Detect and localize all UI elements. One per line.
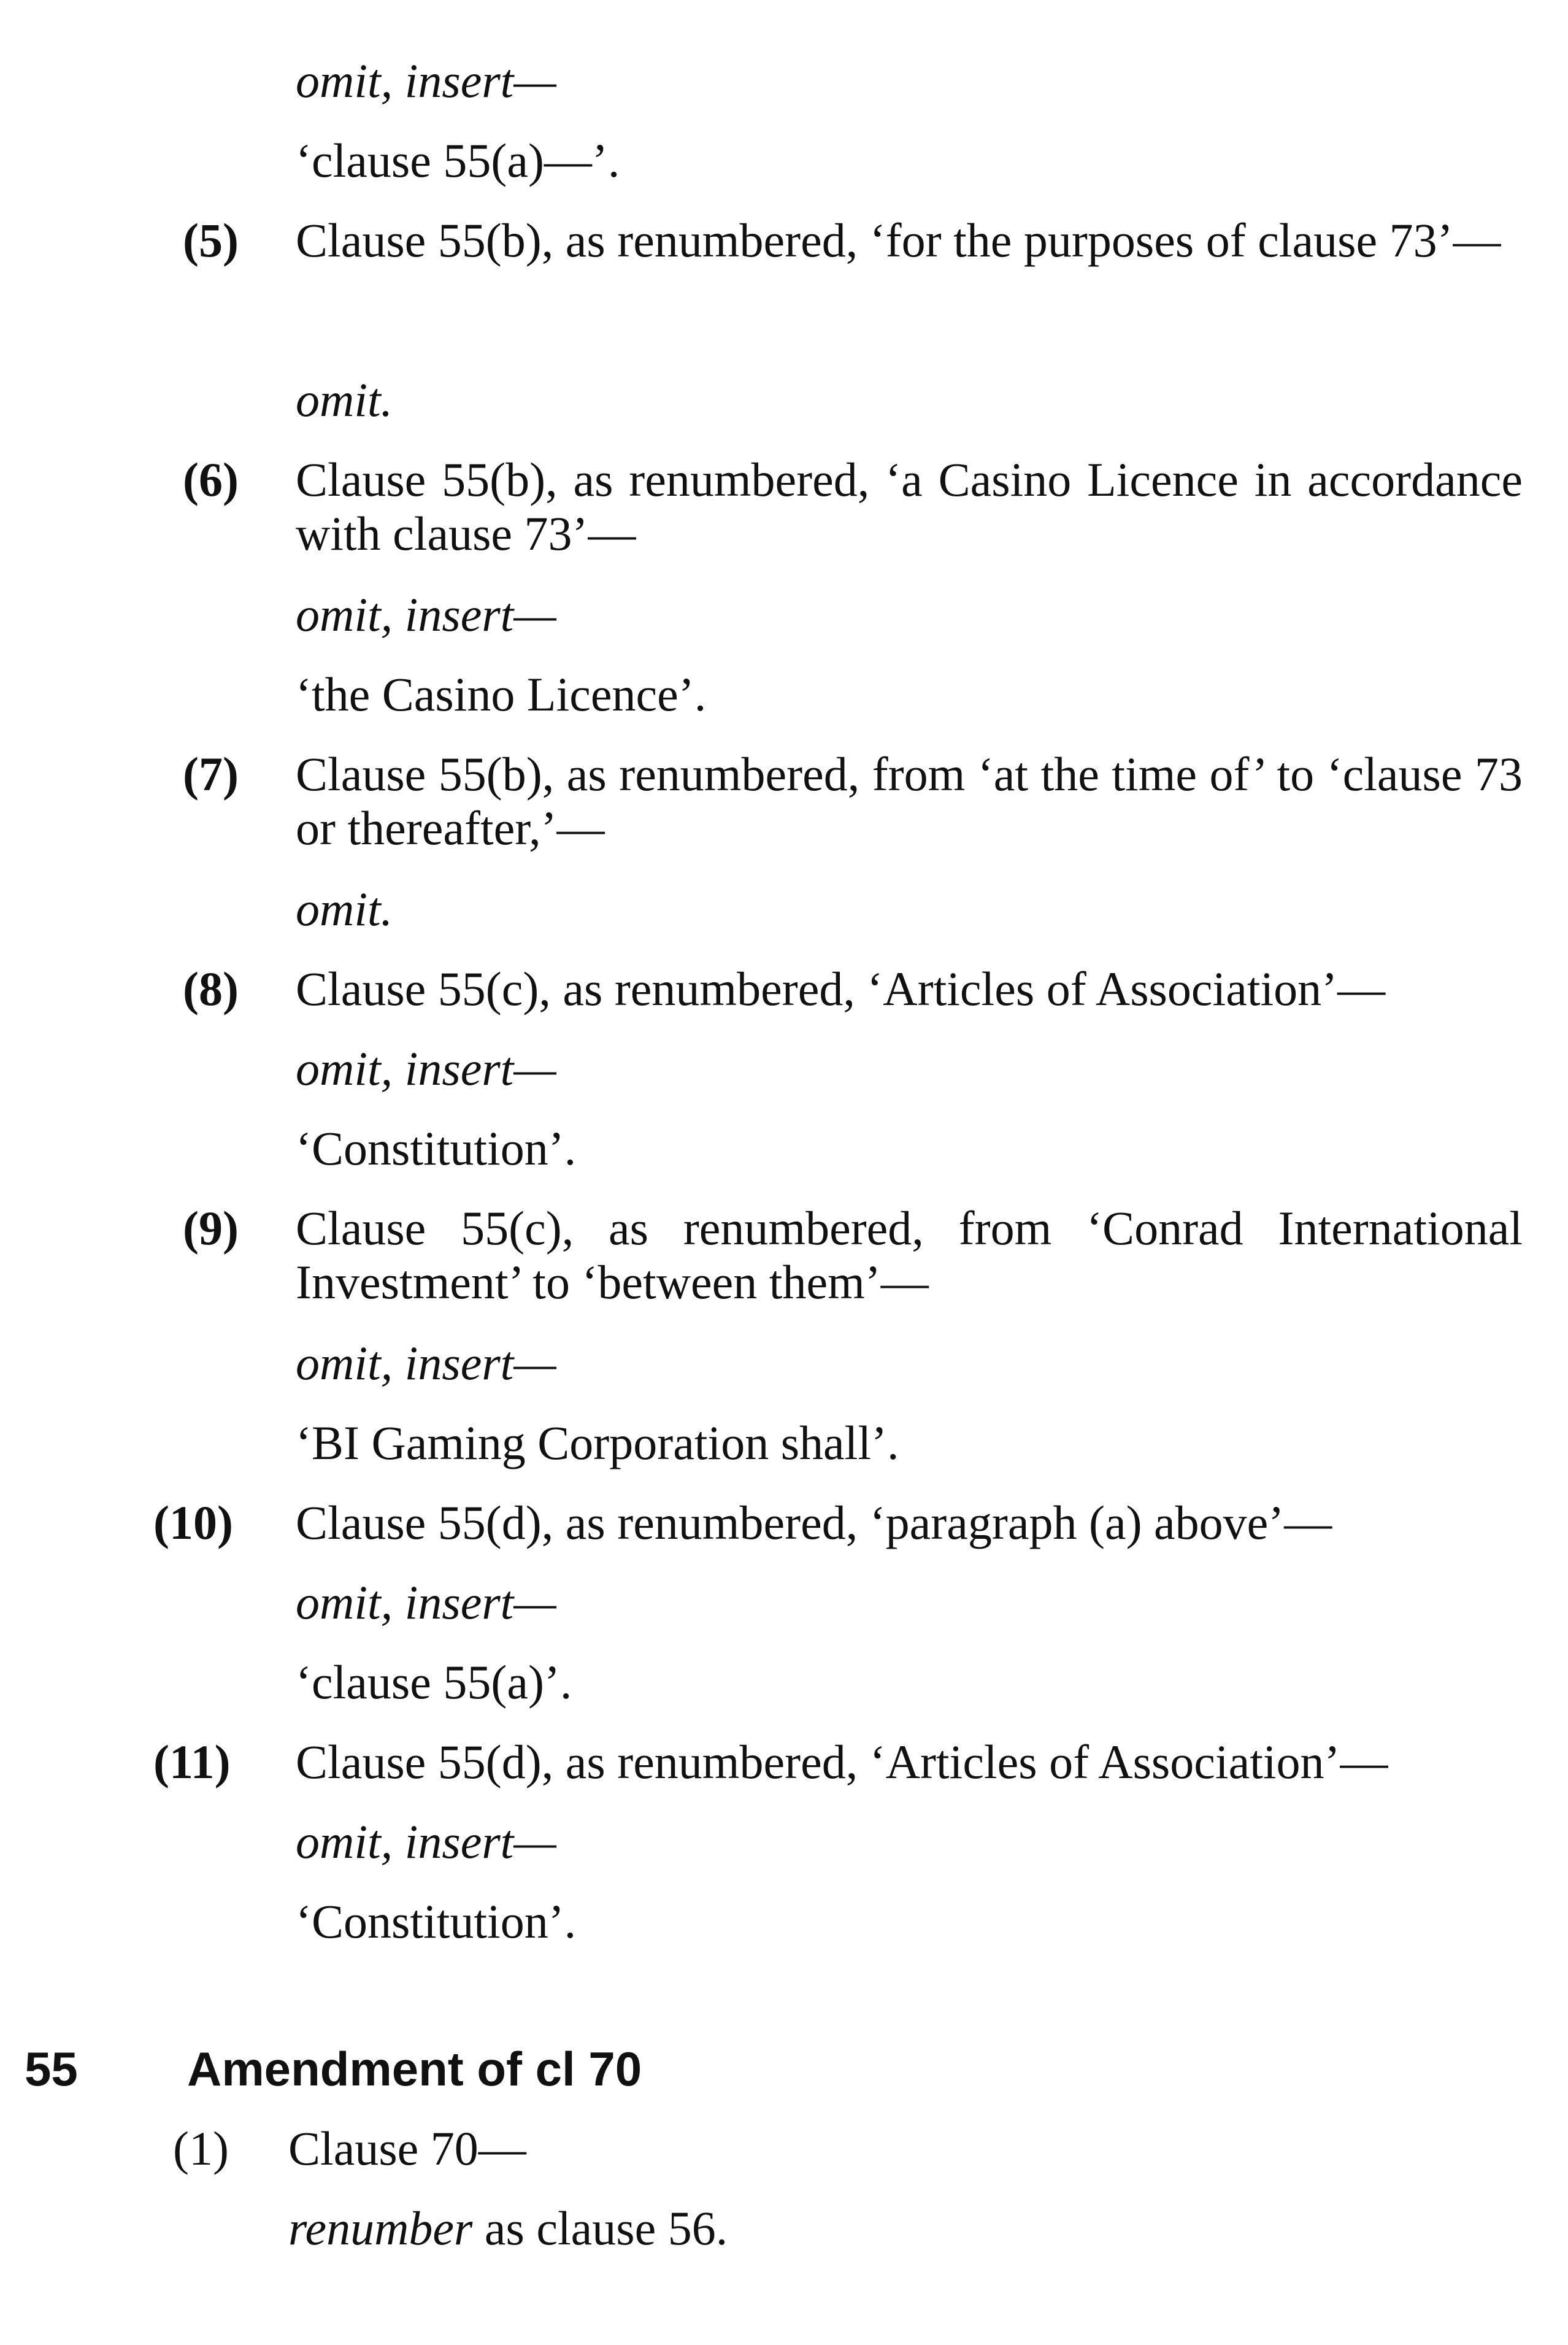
insert-text: ‘BI Gaming Corporation shall’. — [296, 1416, 899, 1469]
instruction-omit-insert: omit, insert— — [296, 1576, 556, 1629]
insert-text: ‘clause 55(a)—’. — [296, 134, 620, 187]
insert-text: ‘Constitution’. — [296, 1895, 577, 1948]
subclause-number: (8) — [183, 962, 239, 1015]
renumber-rest: as clause 56. — [472, 2201, 728, 2255]
instruction-omit: omit. — [296, 882, 393, 936]
instruction-omit-insert: omit, insert— — [296, 1815, 556, 1868]
instruction-renumber — [288, 2201, 728, 2255]
subclause-text: Clause 55(b), as renumbered, ‘a Casino Licence in accordance with clause 73’— — [296, 453, 1523, 560]
section-title: Amendment of cl 70 — [187, 2042, 642, 2096]
subclause-text: Clause 55(c), as renumbered, from ‘Conrad International Investment’ to ‘between them’— — [296, 1201, 1523, 1309]
instruction-omit-insert: omit, insert— — [296, 588, 556, 641]
subclause-number: (6) — [183, 453, 239, 506]
instruction-omit-insert: omit, insert— — [296, 54, 556, 107]
subclause-text: Clause 55(b), as renumbered, from ‘at the time of’ to ‘clause 73 or thereafter,’— — [296, 747, 1523, 855]
instruction-omit-insert: omit, insert— — [296, 1336, 556, 1390]
subclause-number: (5) — [183, 214, 239, 267]
subclause-number: (11) — [153, 1735, 231, 1789]
subclause-text: Clause 55(d), as renumbered, ‘Articles of Association’— — [296, 1735, 1388, 1789]
subclause-number: (1) — [173, 2122, 229, 2175]
subclause-text: Clause 55(c), as renumbered, ‘Articles of Association’— — [296, 962, 1386, 1015]
instruction-omit-insert: omit, insert— — [296, 1042, 556, 1095]
section-number: 55 — [25, 2042, 78, 2096]
insert-text: ‘Constitution’. — [296, 1122, 577, 1175]
subclause-number: (7) — [183, 747, 239, 801]
renumber-word: renumber — [288, 2201, 473, 2255]
insert-text: ‘the Casino Licence’. — [296, 668, 707, 721]
insert-text: ‘clause 55(a)’. — [296, 1655, 572, 1709]
subclause-text: Clause 55(b), as renumbered, ‘for the purposes of clause 73’— — [296, 214, 1501, 267]
subclause-number: (10) — [153, 1496, 233, 1549]
subclause-number: (9) — [183, 1201, 239, 1255]
subclause-text: Clause 70— — [288, 2122, 526, 2175]
instruction-omit: omit. — [296, 373, 393, 426]
subclause-text: Clause 55(d), as renumbered, ‘paragraph (a) above’— — [296, 1496, 1332, 1549]
